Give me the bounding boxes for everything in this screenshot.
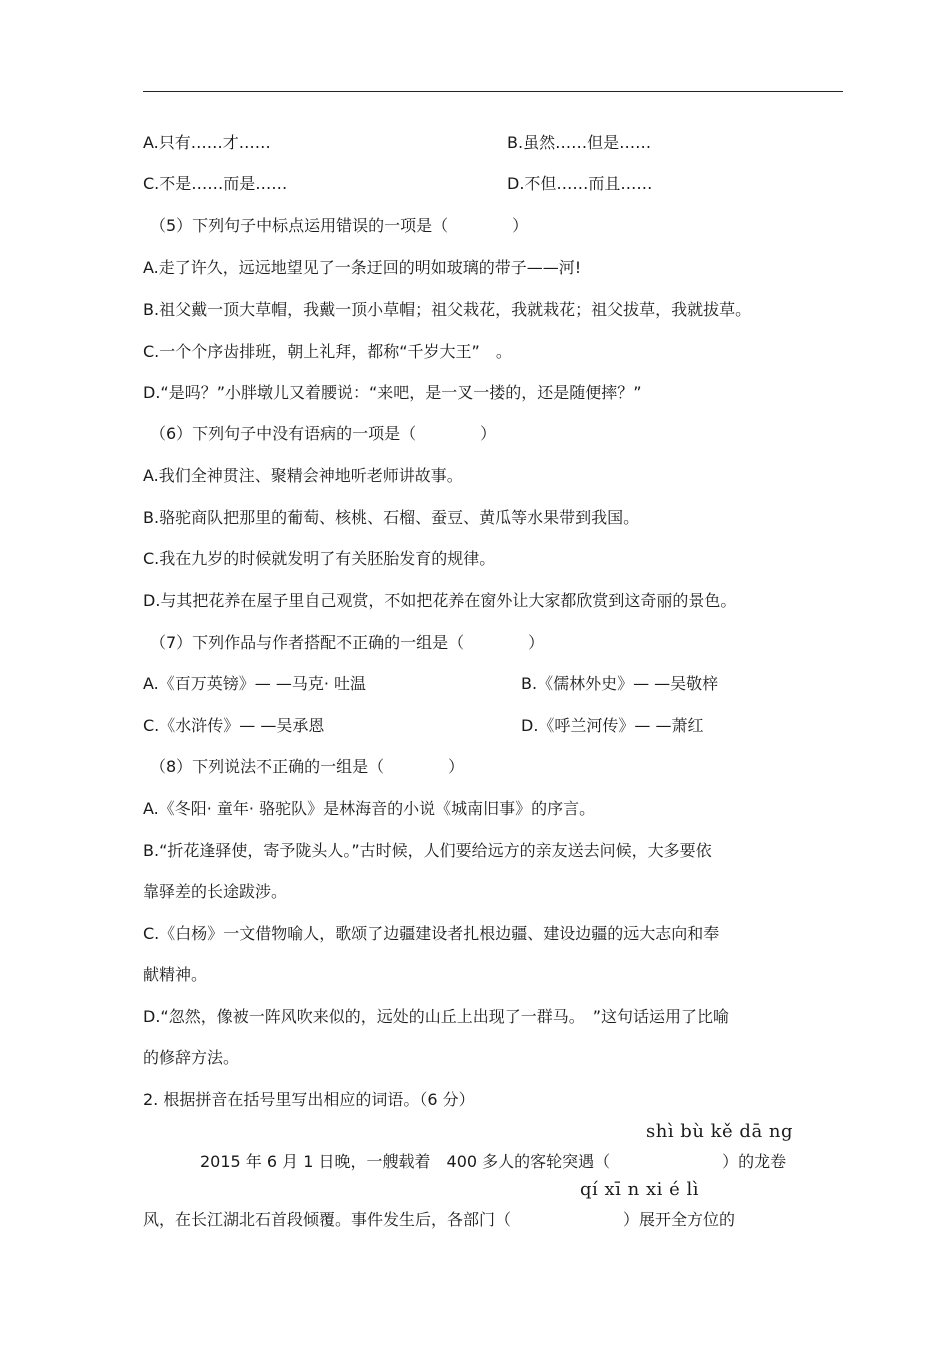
q5-option-b: B.祖父戴一顶大草帽，我戴一顶小草帽；祖父栽花，我就栽花；祖父拔草，我就拔草。 [143,300,752,319]
passage-line-1: 2015 年 6 月 1 日晚，一艘载着 400 多人的客轮突遇（ ）的龙卷 [200,1152,787,1171]
q8-option-c-line1: C.《白杨》一文借物喻人，歌颂了边疆建设者扎根边疆、建设边疆的远大志向和奉 [143,924,720,943]
q8-option-d-line2: 的修辞方法。 [143,1048,240,1067]
q8-option-b-line2: 靠驿差的长途跋涉。 [143,882,288,901]
q5-option-d: D.“是吗？”小胖墩儿又着腰说：“来吧，是一叉一搂的，还是随便摔？” [143,383,642,402]
question-6: （6）下列句子中没有语病的一项是（ ） [150,424,497,443]
q6-option-c: C.我在九岁的时候就发明了有关胚胎发育的规律。 [143,549,496,568]
header-rule [143,91,843,92]
option-b: B.虽然……但是…… [507,133,652,152]
q8-option-a: A.《冬阳· 童年· 骆驼队》是林海音的小说《城南旧事》的序言。 [143,799,596,818]
question-7: （7）下列作品与作者搭配不正确的一组是（ ） [150,633,545,652]
pinyin-prompt-2: qí xī n xi é lì [580,1179,699,1200]
question-2: 2. 根据拼音在括号里写出相应的词语。（6 分） [143,1090,475,1109]
question-5: （5）下列句子中标点运用错误的一项是（ ） [150,216,529,235]
q6-option-a: A.我们全神贯注、聚精会神地听老师讲故事。 [143,466,463,485]
q8-option-b-line1: B.“折花逢驿使，寄予陇头人。”古时候，人们要给远方的亲友送去问候，大多要依 [143,841,712,860]
option-a: A.只有……才…… [143,133,271,152]
q7-option-a: A.《百万英镑》— —马克· 吐温 [143,674,367,693]
q5-option-a: A.走了许久，远远地望见了一条迂回的明如玻璃的带子——河! [143,258,582,277]
q6-option-b: B.骆驼商队把那里的葡萄、核桃、石榴、蚕豆、黄瓜等水果带到我国。 [143,508,640,527]
q8-option-d-line1: D.“忽然，像被一阵风吹来似的，远处的山丘上出现了一群马。 ”这句话运用了比喻 [143,1007,729,1026]
q5-option-c: C.一个个序齿排班，朝上礼拜，都称“千岁大王” 。 [143,342,512,361]
passage-line-2: 风，在长江湖北石首段倾覆。事件发生后，各部门（ ）展开全方位的 [143,1210,736,1229]
option-d: D.不但……而且…… [507,174,653,193]
q7-option-b: B.《儒林外史》— —吴敬梓 [521,674,719,693]
q7-option-c: C.《水浒传》— —吴承恩 [143,716,325,735]
q7-option-d: D.《呼兰河传》— —萧红 [521,716,704,735]
option-c: C.不是……而是…… [143,174,288,193]
q6-option-d: D.与其把花养在屋子里自己观赏，不如把花养在窗外让大家都欣赏到这奇丽的景色。 [143,591,737,610]
q8-option-c-line2: 献精神。 [143,965,208,984]
pinyin-prompt-1: shì bù kě dā ng [646,1121,794,1142]
question-8: （8）下列说法不正确的一组是（ ） [150,757,465,776]
